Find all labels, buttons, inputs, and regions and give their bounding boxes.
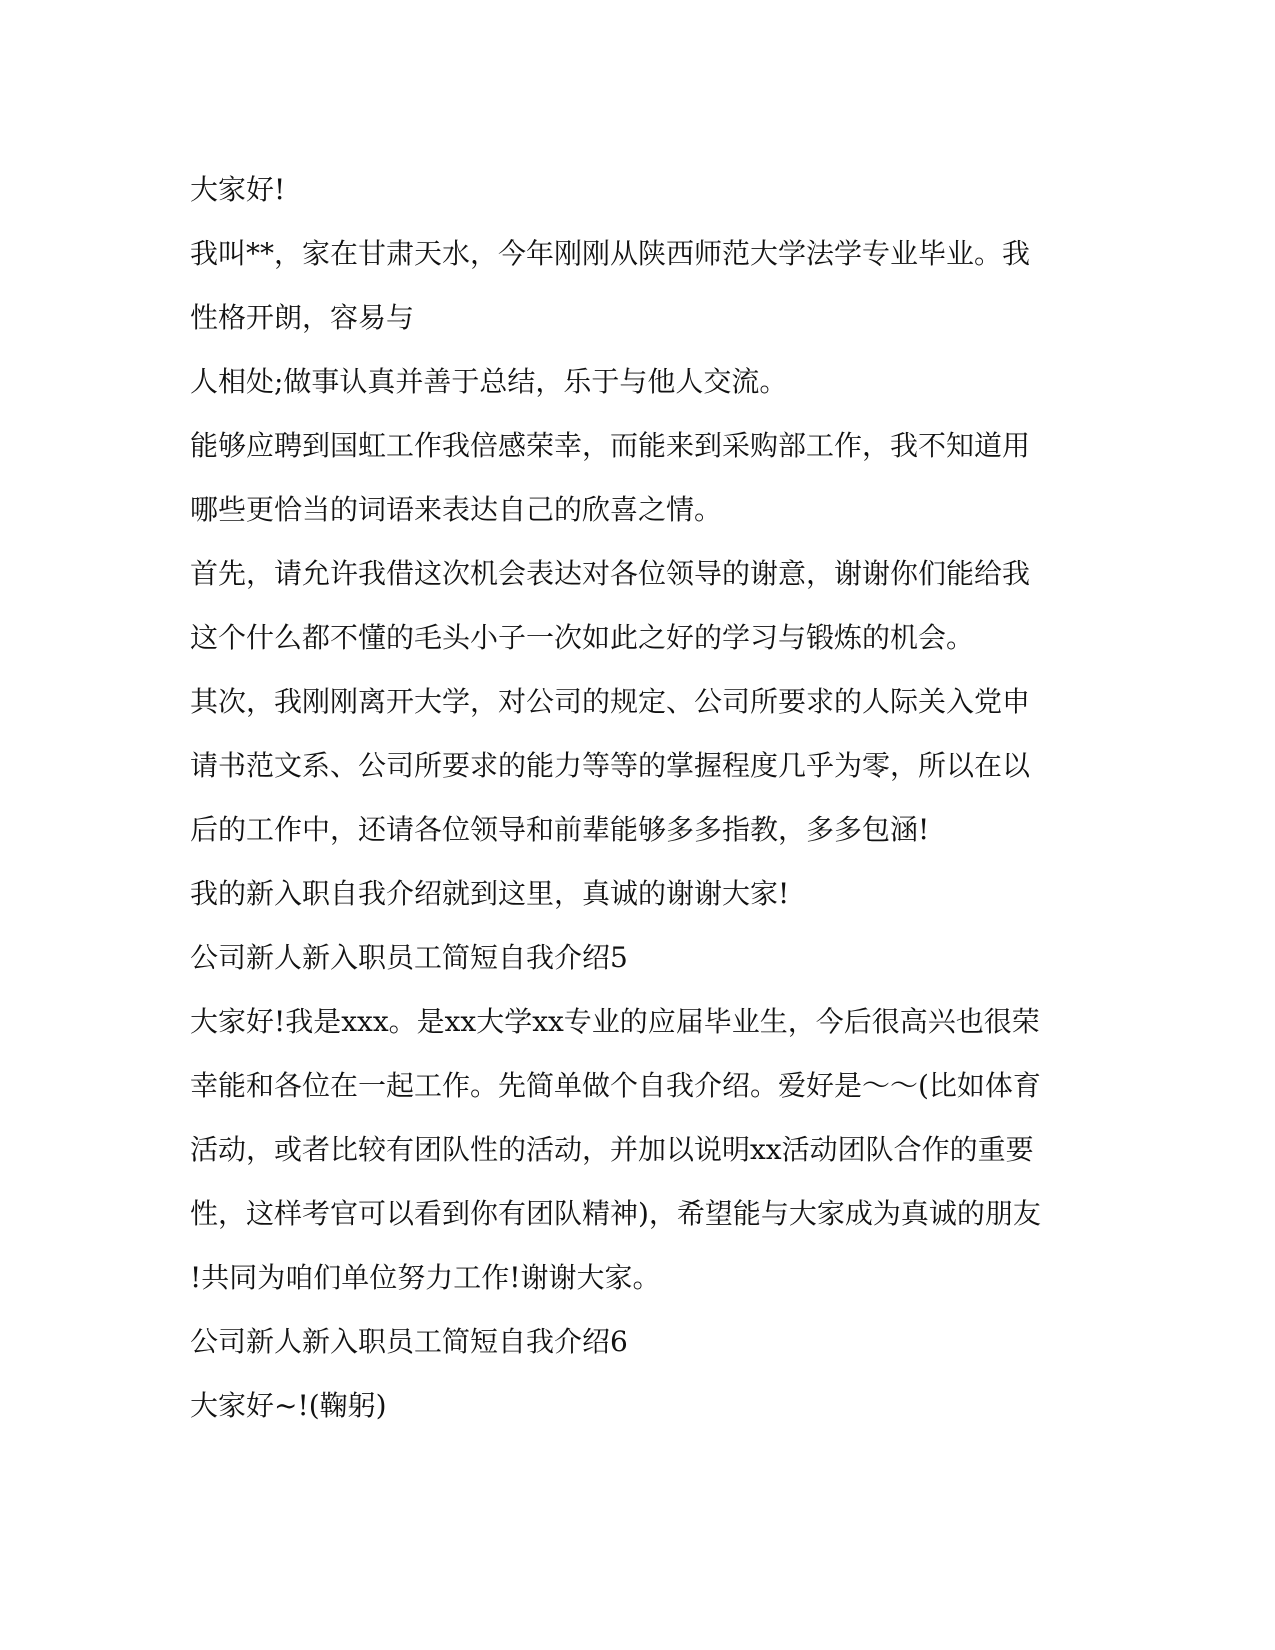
text-line: 大家好!我是xxx。是xx大学xx专业的应届毕业生，今后很高兴也很荣 [190,1005,1040,1038]
text-line: 性，这样考官可以看到你有团队精神)，希望能与大家成为真诚的朋友 [190,1197,1041,1230]
section-heading: 公司新人新入职员工简短自我介绍6 [190,1325,628,1358]
text-line: 能够应聘到国虹工作我倍感荣幸，而能来到采购部工作，我不知道用 [190,429,1031,462]
text-line: 我的新入职自我介绍就到这里，真诚的谢谢大家! [190,877,790,910]
document-body [190,158,1090,1438]
text-line: 首先，请允许我借这次机会表达对各位领导的谢意，谢谢你们能给我 [190,557,1031,590]
text-line: 这个什么都不懂的毛头小子一次如此之好的学习与锻炼的机会。 [190,621,975,654]
text-line: 活动，或者比较有团队性的活动，并加以说明xx活动团队合作的重要 [190,1133,1034,1166]
text-line: 人相处;做事认真并善于总结，乐于与他人交流。 [190,365,788,398]
text-line: 哪些更恰当的词语来表达自己的欣喜之情。 [190,493,723,526]
text-line: 大家好~!(鞠躬) [190,1389,387,1422]
text-line: 其次，我刚刚离开大学，对公司的规定、公司所要求的人际关入党申 [190,685,1031,718]
text-line: 性格开朗，容易与 [190,301,415,334]
text-line: !共同为咱们单位努力工作!谢谢大家。 [190,1261,661,1294]
text-line: 大家好! [190,173,286,206]
section-heading: 公司新人新入职员工简短自我介绍5 [190,941,628,974]
text-line: 请书范文系、公司所要求的能力等等的掌握程度几乎为零，所以在以 [190,749,1031,782]
text-line: 后的工作中，还请各位领导和前辈能够多多指教，多多包涵! [190,813,930,846]
text-line: 我叫**，家在甘肃天水，今年刚刚从陕西师范大学法学专业毕业。我 [190,237,1031,270]
text-line: 幸能和各位在一起工作。先简单做个自我介绍。爱好是～～(比如体育 [190,1069,1041,1102]
